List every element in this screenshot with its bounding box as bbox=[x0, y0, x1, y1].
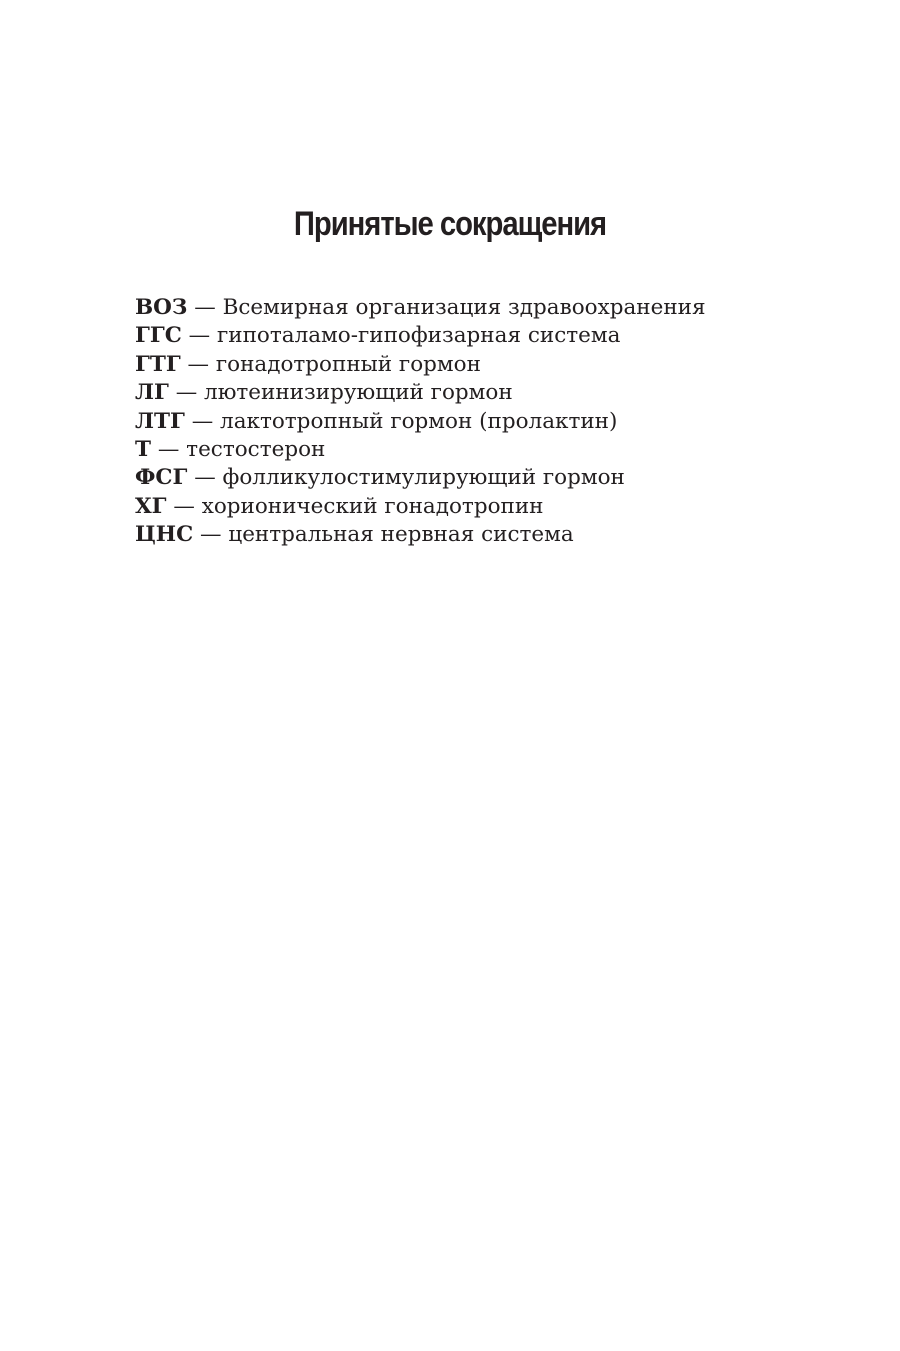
abbreviation-item bbox=[135, 493, 855, 521]
abbreviation-term: ВОЗ bbox=[135, 295, 188, 320]
abbreviation-separator: — bbox=[151, 437, 187, 463]
abbreviation-separator: — bbox=[184, 408, 221, 434]
abbreviation-item bbox=[135, 322, 855, 350]
abbreviation-separator: — bbox=[193, 522, 229, 548]
page-title: Принятые сокращения bbox=[293, 205, 607, 243]
abbreviation-term: ГГС bbox=[135, 323, 182, 349]
abbreviation-item bbox=[135, 379, 855, 407]
abbreviation-term: ГТГ bbox=[135, 351, 181, 377]
abbreviation-separator: — bbox=[187, 295, 223, 320]
abbreviation-separator: — bbox=[187, 465, 223, 491]
abbreviation-separator: — bbox=[181, 323, 217, 349]
abbreviation-separator: — bbox=[180, 351, 216, 377]
abbreviation-definition: гонадотропный гормон bbox=[215, 351, 481, 377]
abbreviation-term: ЛТГ bbox=[135, 408, 185, 434]
abbreviation-definition: лютеинизирующий гормон bbox=[204, 380, 513, 406]
abbreviation-item bbox=[135, 351, 855, 379]
abbreviation-definition: Всемирная организация здравоохранения bbox=[222, 295, 706, 320]
abbreviation-list bbox=[135, 294, 855, 550]
abbreviation-definition: тестостерон bbox=[186, 437, 326, 463]
abbreviation-item bbox=[135, 464, 855, 492]
abbreviation-separator: — bbox=[166, 493, 202, 519]
abbreviation-term: ЦНС bbox=[135, 522, 194, 548]
abbreviation-item bbox=[135, 408, 855, 436]
abbreviation-term: ФСГ bbox=[135, 465, 188, 491]
abbreviation-item bbox=[135, 521, 855, 549]
abbreviation-definition: гипоталамо-гипофизарная система bbox=[216, 323, 621, 349]
abbreviation-item bbox=[135, 294, 855, 322]
abbreviation-definition: лактотропный гормон (пролактин) bbox=[220, 408, 618, 434]
abbreviation-definition: фолликулостимулирующий гормон bbox=[222, 465, 625, 491]
abbreviation-definition: хорионический гонадотропин bbox=[201, 493, 544, 519]
abbreviation-separator: — bbox=[168, 380, 205, 406]
abbreviation-term: ХГ bbox=[135, 493, 167, 519]
abbreviation-item bbox=[135, 436, 855, 464]
abbreviation-term: ЛГ bbox=[135, 380, 169, 406]
abbreviation-term: Т bbox=[135, 437, 151, 463]
abbreviation-definition: центральная нервная система bbox=[228, 522, 574, 548]
